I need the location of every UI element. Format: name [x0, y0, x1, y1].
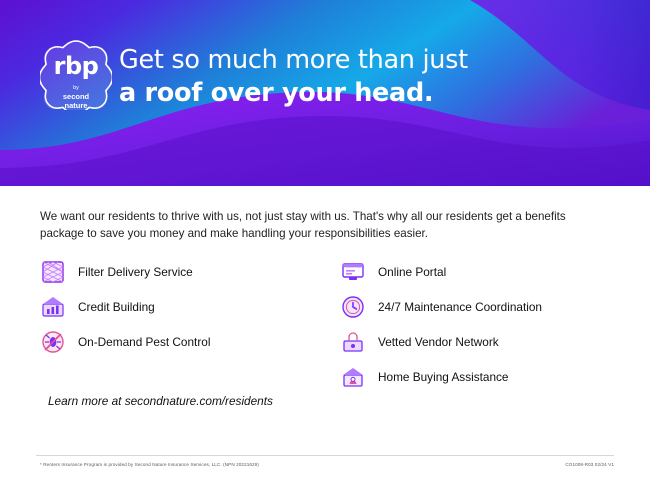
footer-divider	[36, 455, 614, 456]
filter-icon	[40, 259, 66, 285]
benefit-label: Home Buying Assistance	[378, 369, 509, 384]
logo-by-text: by	[73, 85, 79, 91]
benefit-label: Online Portal	[378, 264, 447, 279]
benefit-item	[40, 289, 340, 324]
benefit-item	[340, 289, 615, 324]
benefit-item	[340, 254, 615, 289]
logo-brand-line2: nature	[64, 101, 88, 110]
learn-more-text: Learn more at secondnature.com/residents	[48, 394, 273, 408]
secondnature-wordmark	[40, 84, 112, 110]
clock-icon	[340, 294, 366, 320]
benefits-column-left	[40, 254, 340, 408]
benefit-item	[340, 324, 615, 359]
rbp-logo	[40, 38, 112, 122]
benefit-label: On-Demand Pest Control	[78, 334, 211, 349]
home-buying-icon	[340, 364, 366, 390]
document-code: CO1008-R03 02/24 V1	[565, 462, 614, 467]
hero-banner	[0, 0, 650, 186]
benefit-item	[40, 324, 340, 359]
benefit-item	[340, 359, 615, 394]
pest-control-icon	[40, 329, 66, 355]
benefit-label: Vetted Vendor Network	[378, 334, 499, 349]
hero-headline	[119, 44, 468, 110]
benefit-label: Credit Building	[78, 299, 155, 314]
headline-line-2: a roof over your head.	[119, 78, 434, 108]
intro-paragraph: We want our residents to thrive with us, not just stay with us. That's why all our residents get a benefits package to save you money and make handling your responsibilities easier.	[40, 210, 566, 240]
credit-chart-icon	[40, 294, 66, 320]
headline-line-1: Get so much more than just	[119, 45, 468, 75]
footnote-text: * Renters Insurance Program is provided by Second Nature Insurance Services, LLC. (NPN 20221629)	[40, 462, 259, 467]
vendor-network-icon	[340, 329, 366, 355]
logo-brand-line1: second	[62, 92, 90, 101]
rbp-wordmark: rbp	[53, 52, 99, 80]
benefit-label: 24/7 Maintenance Coordination	[378, 299, 542, 314]
benefits-column-right	[340, 254, 615, 394]
benefit-item	[40, 254, 340, 289]
online-portal-icon	[340, 259, 366, 285]
benefit-label: Filter Delivery Service	[78, 264, 193, 279]
